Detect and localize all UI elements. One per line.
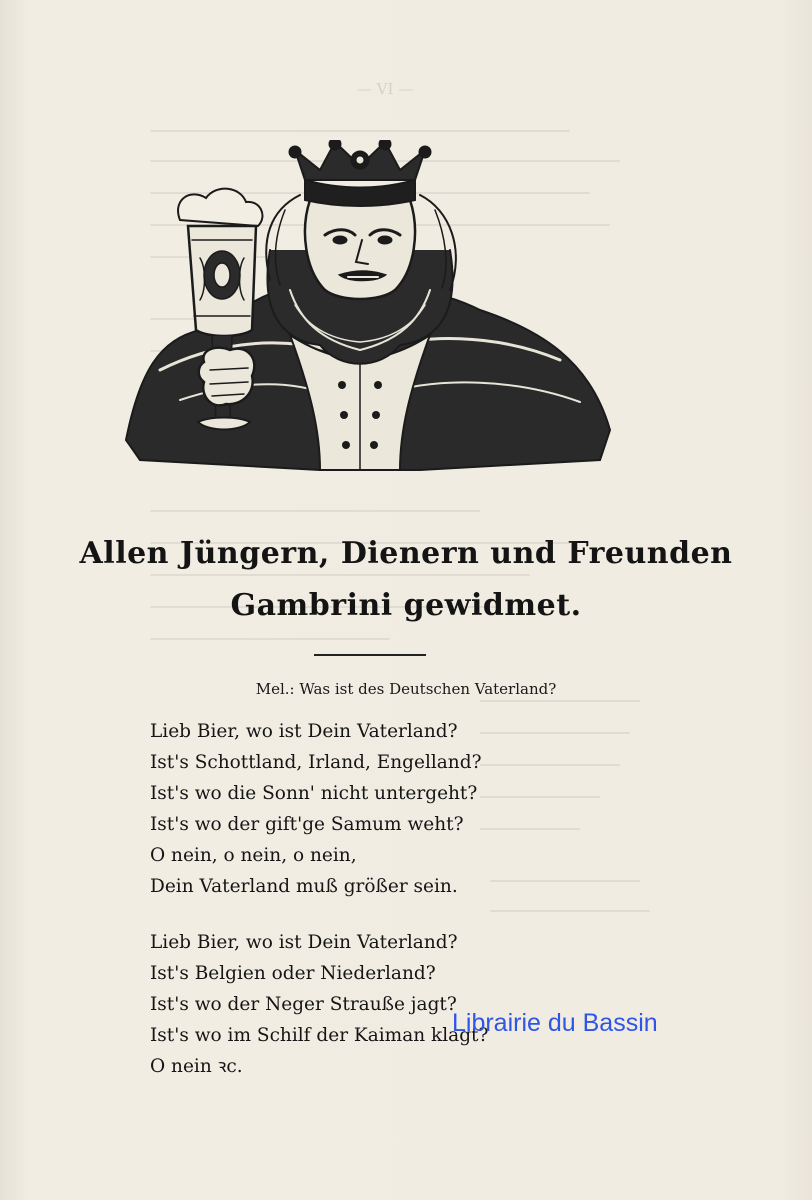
verse-line: O nein ꝛc.: [150, 1056, 243, 1077]
stanza-1: [150, 716, 630, 902]
page-number: — VI —: [356, 80, 414, 98]
dedication-heading: [60, 528, 752, 632]
crowned-king-engraving-icon: [120, 140, 620, 500]
verse-line: Dein Vaterland muß größer sein.: [150, 876, 458, 897]
verse-line: Ist's wo die Sonn' nicht untergeht?: [150, 783, 478, 804]
verse-line: Ist's Schottland, Irland, Engelland?: [150, 752, 482, 773]
melody-note: Mel.: Was ist des Deutschen Vaterland?: [255, 680, 557, 698]
verse-line: O nein, o nein, o nein,: [150, 845, 357, 866]
verse-line: Ist's wo der gift'ge Samum weht?: [150, 814, 464, 835]
verse-line: Ist's Belgien oder Niederland?: [150, 963, 436, 984]
dedication-line-1: Allen Jüngern, Dienern und Freunden: [79, 536, 733, 571]
verse-line: Lieb Bier, wo ist Dein Vaterland?: [150, 721, 458, 742]
dedication-line-2: Gambrini gewidmet.: [230, 588, 582, 623]
verse-line: Ist's wo der Neger Strauße jagt?: [150, 994, 457, 1015]
section-divider: [314, 654, 426, 656]
verse-line: Lieb Bier, wo ist Dein Vaterland?: [150, 932, 458, 953]
seller-watermark: Librairie du Bassin: [452, 1009, 658, 1037]
stanza-2: [150, 927, 630, 1082]
verse-line: Ist's wo im Schilf der Kaiman klagt?: [150, 1025, 489, 1046]
